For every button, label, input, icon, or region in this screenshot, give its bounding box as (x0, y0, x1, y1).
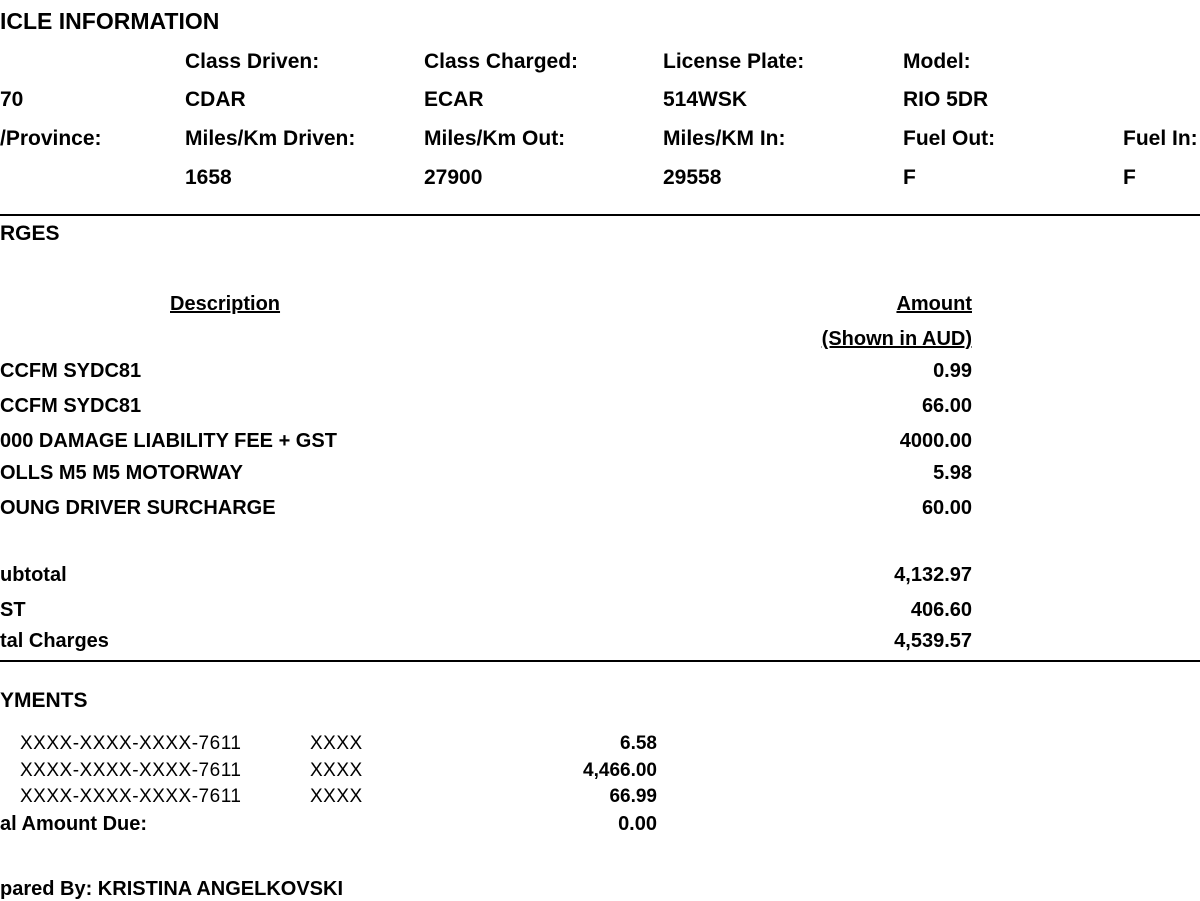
gst-value: 406.60 (910, 599, 972, 621)
divider-charges (0, 660, 1200, 662)
charge-description: CCFM SYDC81 (0, 395, 142, 417)
value-class-driven: CDAR (185, 88, 246, 111)
charge-amount: 5.98 (933, 462, 972, 484)
charge-description: 000 DAMAGE LIABILITY FEE + GST (0, 430, 337, 452)
label-fuel-in: Fuel In: (1123, 127, 1198, 150)
payment-code: XXXX (310, 733, 363, 754)
charges-heading: RGES (0, 222, 60, 245)
label-province: /Province: (0, 127, 102, 150)
payment-code: XXXX (310, 786, 363, 807)
value-miles-in: 29558 (663, 166, 722, 189)
value-fuel-in: F (1123, 166, 1136, 189)
payment-amount: 6.58 (620, 733, 657, 754)
payment-amount: 66.99 (609, 786, 657, 807)
value-miles-driven: 1658 (185, 166, 232, 189)
label-class-driven: Class Driven: (185, 50, 320, 73)
value-license-plate: 514WSK (663, 88, 748, 111)
value-fuel-out: F (903, 166, 916, 189)
amount-due-label: al Amount Due: (0, 813, 148, 835)
payment-card: XXXX-XXXX-XXXX-7611 (20, 760, 242, 781)
value-model: RIO 5DR (903, 88, 989, 111)
payments-heading: YMENTS (0, 689, 88, 712)
payment-card: XXXX-XXXX-XXXX-7611 (20, 786, 242, 807)
subtotal-label: ubtotal (0, 564, 67, 586)
label-model: Model: (903, 50, 971, 73)
payment-amount: 4,466.00 (583, 760, 657, 781)
charge-description: OUNG DRIVER SURCHARGE (0, 497, 276, 519)
label-miles-out: Miles/Km Out: (424, 127, 566, 150)
gst-label: ST (0, 599, 26, 621)
description-header: Description (170, 293, 281, 315)
total-charges-value: 4,539.57 (894, 630, 972, 652)
label-license-plate: License Plate: (663, 50, 805, 73)
charge-amount: 0.99 (933, 360, 972, 382)
charge-description: OLLS M5 M5 MOTORWAY (0, 462, 243, 484)
charge-amount: 60.00 (921, 497, 972, 519)
amount-header: Amount (896, 293, 972, 315)
divider-vehicle (0, 214, 1200, 216)
subtotal-value: 4,132.97 (894, 564, 972, 586)
amount-due-value: 0.00 (618, 813, 657, 835)
value-class-charged: ECAR (424, 88, 484, 111)
charge-description: CCFM SYDC81 (0, 360, 142, 382)
value-truncated-id: 70 (0, 88, 24, 111)
prepared-by: pared By: KRISTINA ANGELKOVSKI (0, 878, 343, 900)
payment-code: XXXX (310, 760, 363, 781)
label-class-charged: Class Charged: (424, 50, 579, 73)
label-fuel-out: Fuel Out: (903, 127, 996, 150)
total-charges-label: tal Charges (0, 630, 109, 652)
charge-amount: 66.00 (921, 395, 972, 417)
label-miles-driven: Miles/Km Driven: (185, 127, 356, 150)
vehicle-info-heading: ICLE INFORMATION (0, 8, 220, 34)
label-miles-in: Miles/KM In: (663, 127, 786, 150)
payment-card: XXXX-XXXX-XXXX-7611 (20, 733, 242, 754)
charge-amount: 4000.00 (899, 430, 972, 452)
amount-subheader: (Shown in AUD) (821, 328, 972, 350)
value-miles-out: 27900 (424, 166, 483, 189)
